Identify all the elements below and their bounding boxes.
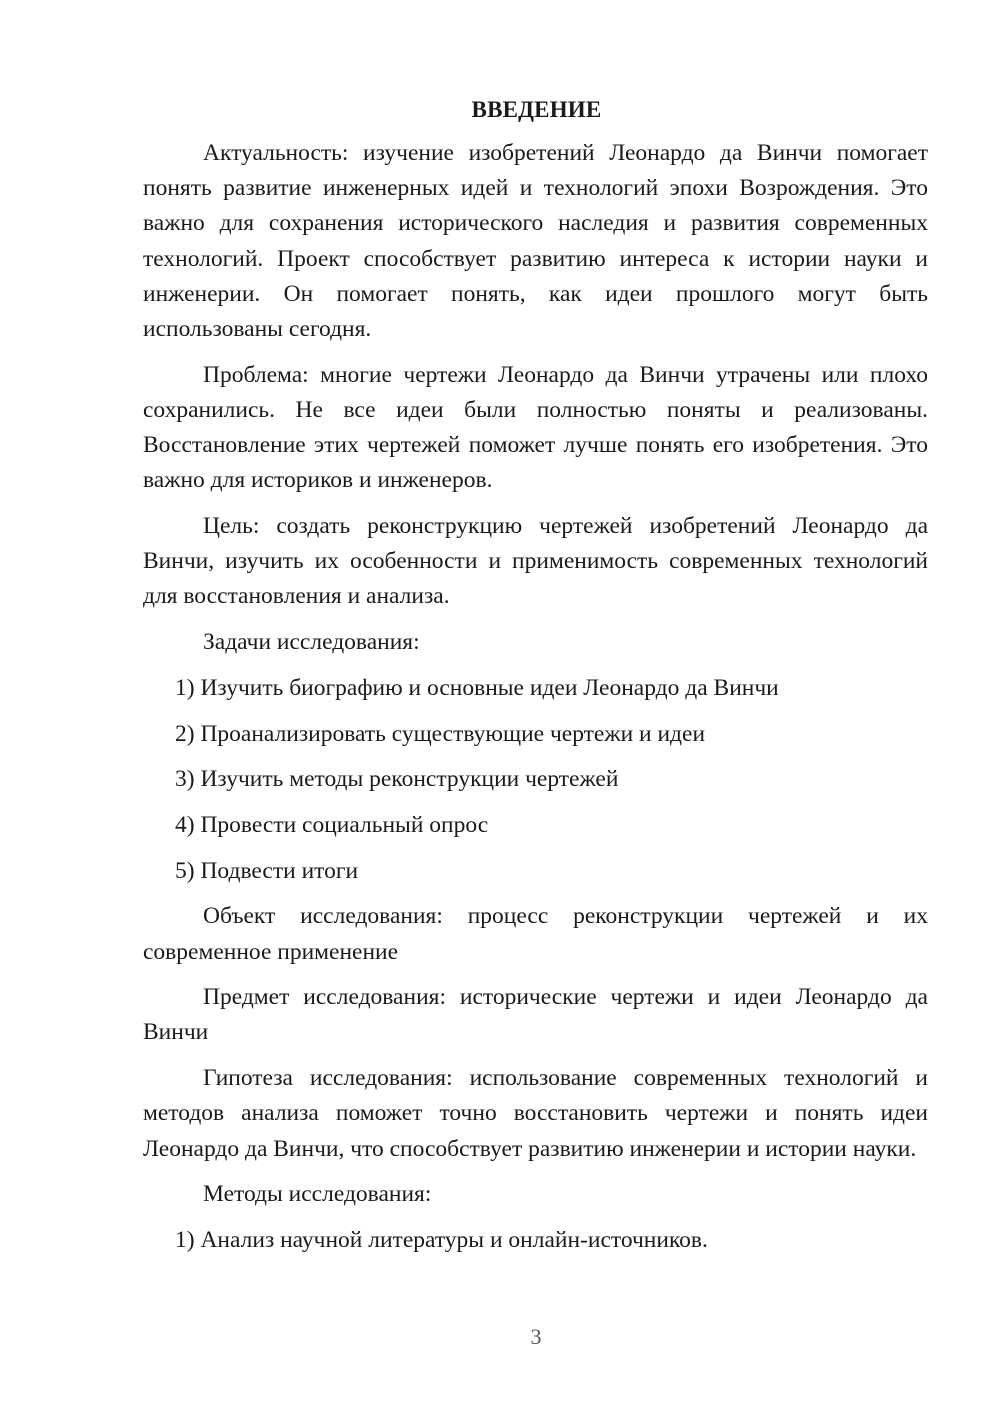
- list-item: 3) Изучить методы реконструкции чертежей: [175, 766, 619, 793]
- methods-list: [143, 1223, 928, 1258]
- list-item: 5) Подвести итоги: [175, 857, 359, 884]
- tasks-label: Задачи исследования:: [203, 629, 420, 656]
- subject-paragraph: Предмет исследования: исторические чертежи и идеи Леонардо да Винчи: [143, 984, 928, 1046]
- relevance-paragraph: Актуальность: изучение изобретений Леонардо да Винчи помогает понять развитие инженерных идей и технологий эпохи Возрождения. Это важно для сохранения исторического наследия и развития современных технологий. Проект способствует развитию интереса к истории науки и инженерии. Он помогает понять, как идеи прошлого могут быть использованы сегодня.: [143, 140, 928, 343]
- list-item: 2) Проанализировать существующие чертежи и идеи: [175, 720, 706, 747]
- methods-label: Методы исследования:: [203, 1181, 432, 1208]
- list-item: 1) Изучить биографию и основные идеи Леонардо да Винчи: [175, 674, 779, 701]
- hypothesis-paragraph: Гипотеза исследования: использование современных технологий и методов анализа поможет точно восстановить чертежи и понять идеи Леонардо да Винчи, что способствует развитию инженерии и истории науки.: [143, 1065, 928, 1162]
- page-content: [143, 94, 928, 1269]
- page-number: 3: [530, 1324, 542, 1349]
- object-paragraph: Объект исследования: процесс реконструкции чертежей и их современное применение: [143, 903, 928, 965]
- problem-paragraph: Проблема: многие чертежи Леонардо да Винчи утрачены или плохо сохранились. Не все идеи были полностью поняты и реализованы. Восстановление этих чертежей поможет лучше понять его изобретения. Это важно для историков и инженеров.: [143, 361, 928, 494]
- tasks-list: [143, 671, 928, 889]
- goal-paragraph: Цель: создать реконструкцию чертежей изобретений Леонардо да Винчи, изучить их особенности и применимость современных технологий для восстановления и анализа.: [143, 513, 928, 610]
- list-item: 4) Провести социальный опрос: [175, 811, 489, 838]
- section-title: ВВЕДЕНИЕ: [471, 97, 602, 122]
- list-item: 1) Анализ научной литературы и онлайн-источников.: [175, 1226, 708, 1253]
